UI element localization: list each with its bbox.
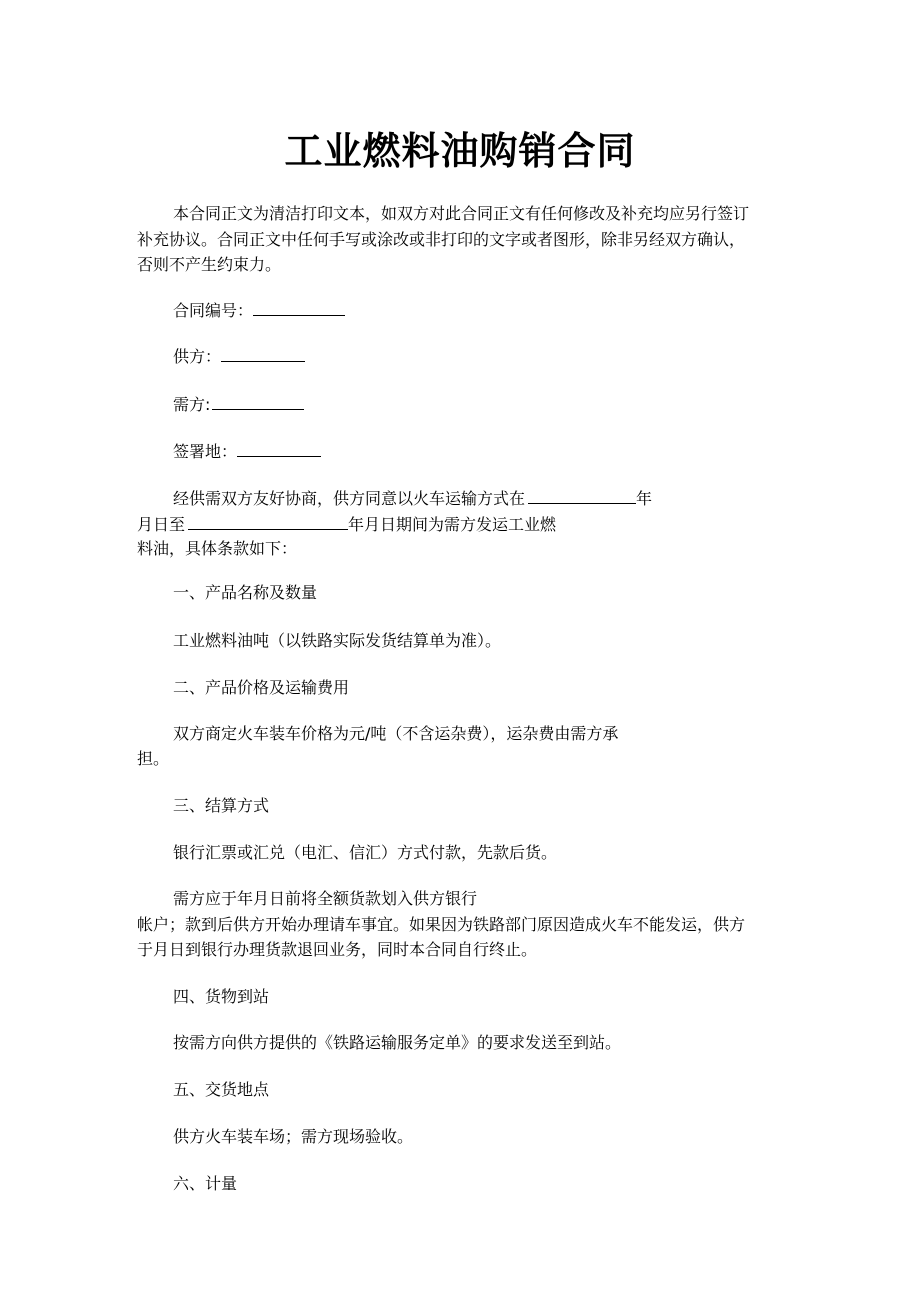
shipping-end-blank (188, 512, 348, 530)
contract-number-label: 合同编号： (173, 301, 254, 320)
section-5-body: 供方火车装车场；需方现场验收。 (173, 1127, 414, 1146)
buyer-label: 需方: (173, 395, 211, 414)
section-2-body-line-2: 担。 (137, 749, 170, 768)
supplier-field (173, 344, 305, 369)
section-3-body-2-line-1: 需方应于年月日前将全额货款划入供方银行 (173, 889, 478, 908)
section-1-heading: 一、产品名称及数量 (173, 583, 318, 602)
section-3-body-2-line-2: 帐户；款到后供方开始办理请车事宜。如果因为铁路部门原因造成火车不能发运，供方 (137, 915, 746, 934)
section-3-body-1: 银行汇票或汇兑（电汇、信汇）方式付款，先款后货。 (173, 843, 558, 862)
buyer-field (173, 392, 304, 417)
intro-line-2: 补充协议。合同正文中任何手写或涂改或非打印的文字或者图形，除非另经双方确认， (137, 230, 746, 249)
section-5-heading: 五、交货地点 (173, 1080, 270, 1099)
shipping-start-blank (528, 486, 636, 504)
preamble-line-2 (137, 512, 556, 537)
preamble-line-3: 料油，具体条款如下： (137, 539, 298, 558)
supplier-blank (221, 344, 305, 362)
preamble-text-1b: 年 (636, 489, 653, 508)
preamble-text-1a: 经供需双方友好协商，供方同意以火车运输方式在 (173, 489, 526, 508)
section-2-heading: 二、产品价格及运输费用 (173, 678, 350, 697)
contract-number-field (173, 298, 345, 323)
sign-place-field (173, 439, 321, 464)
intro-line-1: 本合同正文为清洁打印文本，如双方对此合同正文有任何修改及补充均应另行签订 (173, 204, 750, 223)
preamble-line-1 (173, 486, 652, 511)
section-3-body-2-line-3: 于月日到银行办理货款退回业务，同时本合同自行终止。 (137, 940, 538, 959)
intro-line-3: 否则不产生约束力。 (137, 255, 282, 274)
buyer-blank (212, 392, 304, 410)
preamble-text-2b: 年月日期间为需方发运工业燃 (348, 515, 557, 534)
preamble-text-2a: 月日至 (137, 515, 186, 534)
section-3-heading: 三、结算方式 (173, 796, 270, 815)
section-6-heading: 六、计量 (173, 1174, 238, 1193)
sign-place-blank (237, 439, 321, 457)
section-1-body: 工业燃料油吨（以铁路实际发货结算单为准）。 (173, 631, 502, 650)
supplier-label: 供方： (173, 347, 222, 366)
section-4-heading: 四、货物到站 (173, 987, 270, 1006)
section-2-body-line-1: 双方商定火车装车价格为元/吨（不含运杂费），运杂费由需方承 (173, 724, 619, 743)
document-title: 工业燃料油购销合同 (284, 129, 636, 173)
contract-number-blank (253, 298, 345, 316)
sign-place-label: 签署地： (173, 442, 238, 461)
section-4-body: 按需方向供方提供的《铁路运输服务定单》的要求发送至到站。 (173, 1033, 622, 1052)
